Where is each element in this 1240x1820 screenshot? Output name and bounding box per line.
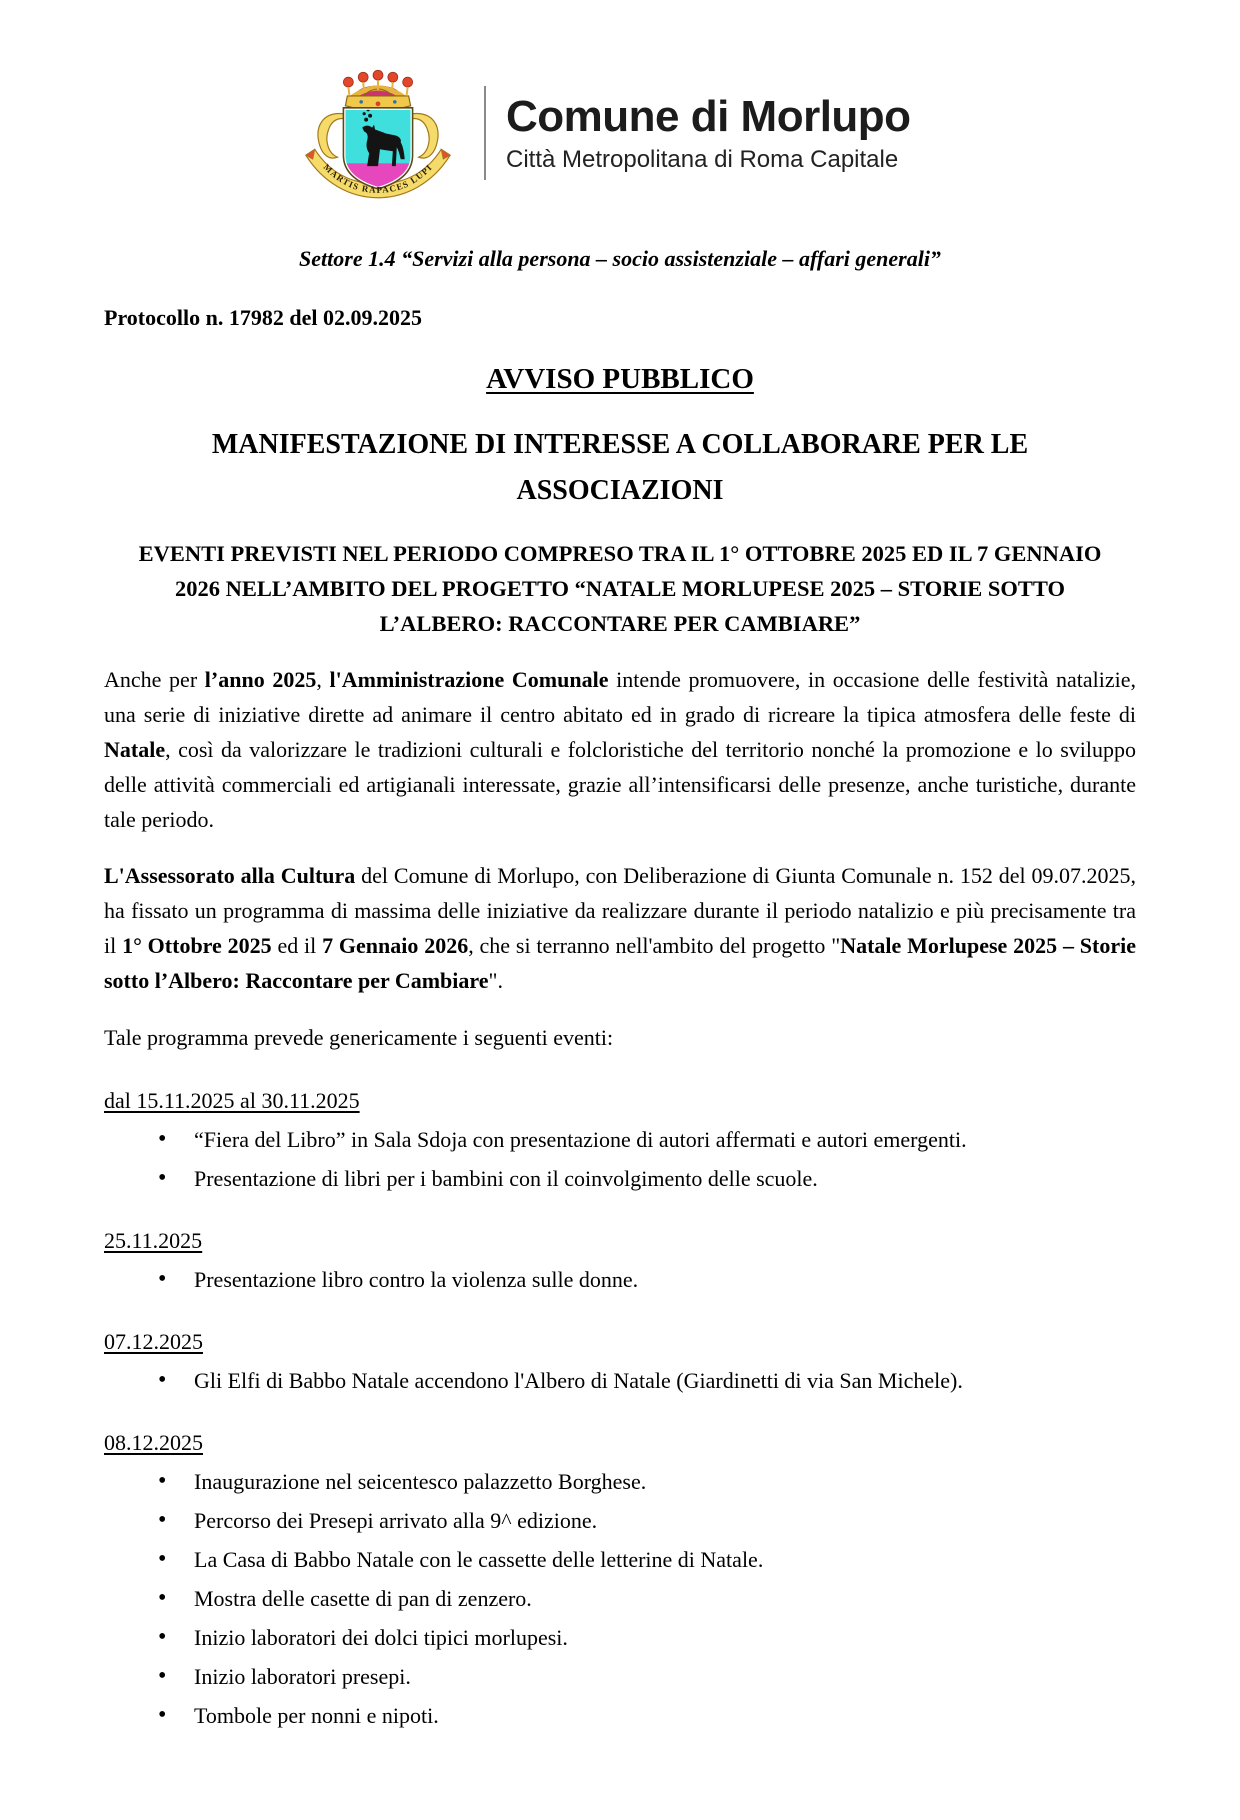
header-text-block — [506, 91, 911, 173]
event-list — [104, 1467, 1136, 1731]
event-item: • Presentazione libro contro la violenza sulle donne. — [158, 1265, 1136, 1295]
event-item: • Tombole per nonni e nipoti. — [158, 1701, 1136, 1731]
notice-subtitle: MANIFESTAZIONE DI INTERESSE A COLLABORARE PER LE ASSOCIAZIONI — [211, 429, 1029, 506]
municipality-subtitle: Città Metropolitana di Roma Capitale — [506, 145, 899, 173]
municipality-name: Comune di Morlupo — [506, 91, 911, 141]
crest-motto: MARTIS RAPACES LUPI — [321, 161, 435, 195]
event-date-label — [104, 1226, 1136, 1256]
event-date-label — [104, 1086, 1136, 1116]
document-header — [294, 66, 1136, 200]
event-item: • Percorso dei Presepi arrivato alla 9^ edizione. — [158, 1506, 1136, 1536]
event-item: • Mostra delle casette di pan di zenzero. — [158, 1584, 1136, 1614]
event-group-08-dec — [104, 1428, 1136, 1731]
left-ribbon — [318, 114, 345, 159]
sector-line: Settore 1.4 “Servizi alla persona – socio assistenziale – affari generali” — [299, 246, 941, 271]
header-divider — [484, 86, 486, 180]
event-list — [104, 1265, 1136, 1295]
event-item: • Inizio laboratori dei dolci tipici morlupesi. — [158, 1623, 1136, 1653]
paragraph-intro-festivities: Anche per l’anno 2025, l'Amministrazione Comunale intende promuovere, in occasione delle festività natalizie, una serie di iniziative dirette ad animare il centro abitato ed in grado di ricreare la tipica atmosfera delle feste di Natale, così da valorizzare le tradizioni culturali e folcloristiche del territorio nonché la promozione e lo sviluppo delle attività commerciali ed artigianali interessate, grazie all’intensificarsi delle presenze, anche turistiche, durante tale periodo. — [104, 667, 1136, 832]
event-group-25-nov — [104, 1226, 1136, 1295]
event-group-07-dec — [104, 1327, 1136, 1396]
event-date-text: dal 15.11.2025 al 30.11.2025 — [104, 1088, 360, 1113]
right-ribbon — [411, 114, 438, 159]
event-item: • La Casa di Babbo Natale con le cassette delle letterine di Natale. — [158, 1545, 1136, 1575]
coat-of-arms-icon — [294, 66, 462, 200]
notice-title-text: AVVISO PUBBLICO — [486, 363, 754, 395]
event-date-label — [104, 1327, 1136, 1357]
event-list — [104, 1366, 1136, 1396]
notice-subheading: EVENTI PREVISTI NEL PERIODO COMPRESO TRA IL 1° OTTOBRE 2025 ED IL 7 GENNAIO 2026 NELL’AMBITO DEL PROGETTO “NATALE MORLUPESE 2025 – STORIE SOTTO L’ALBERO: RACCONTARE PER CAMBIARE” — [138, 541, 1102, 636]
paragraph-assessorato: L'Assessorato alla Cultura del Comune di Morlupo, con Deliberazione di Giunta Comunale n. 152 del 09.07.2025, ha fissato un programma di massima delle iniziative da realizzare durante il periodo natalizio e più precisamente tra il 1° Ottobre 2025 ed il 7 Gennaio 2026, che si terranno nell'ambito del progetto "Natale Morlupese 2025 – Storie sotto l’Albero: Raccontare per Cambiare". — [104, 863, 1136, 993]
event-date-text: 07.12.2025 — [104, 1329, 203, 1354]
crown-icon — [343, 70, 412, 110]
notice-title — [104, 363, 1136, 396]
event-item: • Inizio laboratori presepi. — [158, 1662, 1136, 1692]
document-page — [0, 66, 1240, 1731]
event-date-label — [104, 1428, 1136, 1458]
event-item: • Inaugurazione nel seicentesco palazzetto Borghese. — [158, 1467, 1136, 1497]
event-list — [104, 1125, 1136, 1194]
event-item: • “Fiera del Libro” in Sala Sdoja con presentazione di autori affermati e autori emergenti. — [158, 1125, 1136, 1155]
events-intro-line: Tale programma prevede genericamente i seguenti eventi: — [104, 1025, 614, 1050]
event-group-15-30-nov — [104, 1086, 1136, 1194]
event-date-text: 08.12.2025 — [104, 1430, 203, 1455]
event-item: • Gli Elfi di Babbo Natale accendono l'Albero di Natale (Giardinetti di via San Michele). — [158, 1366, 1136, 1396]
event-item: • Presentazione di libri per i bambini con il coinvolgimento delle scuole. — [158, 1164, 1136, 1194]
shield-icon — [343, 108, 414, 191]
event-date-text: 25.11.2025 — [104, 1228, 203, 1253]
protocol-line: Protocollo n. 17982 del 02.09.2025 — [104, 305, 422, 330]
